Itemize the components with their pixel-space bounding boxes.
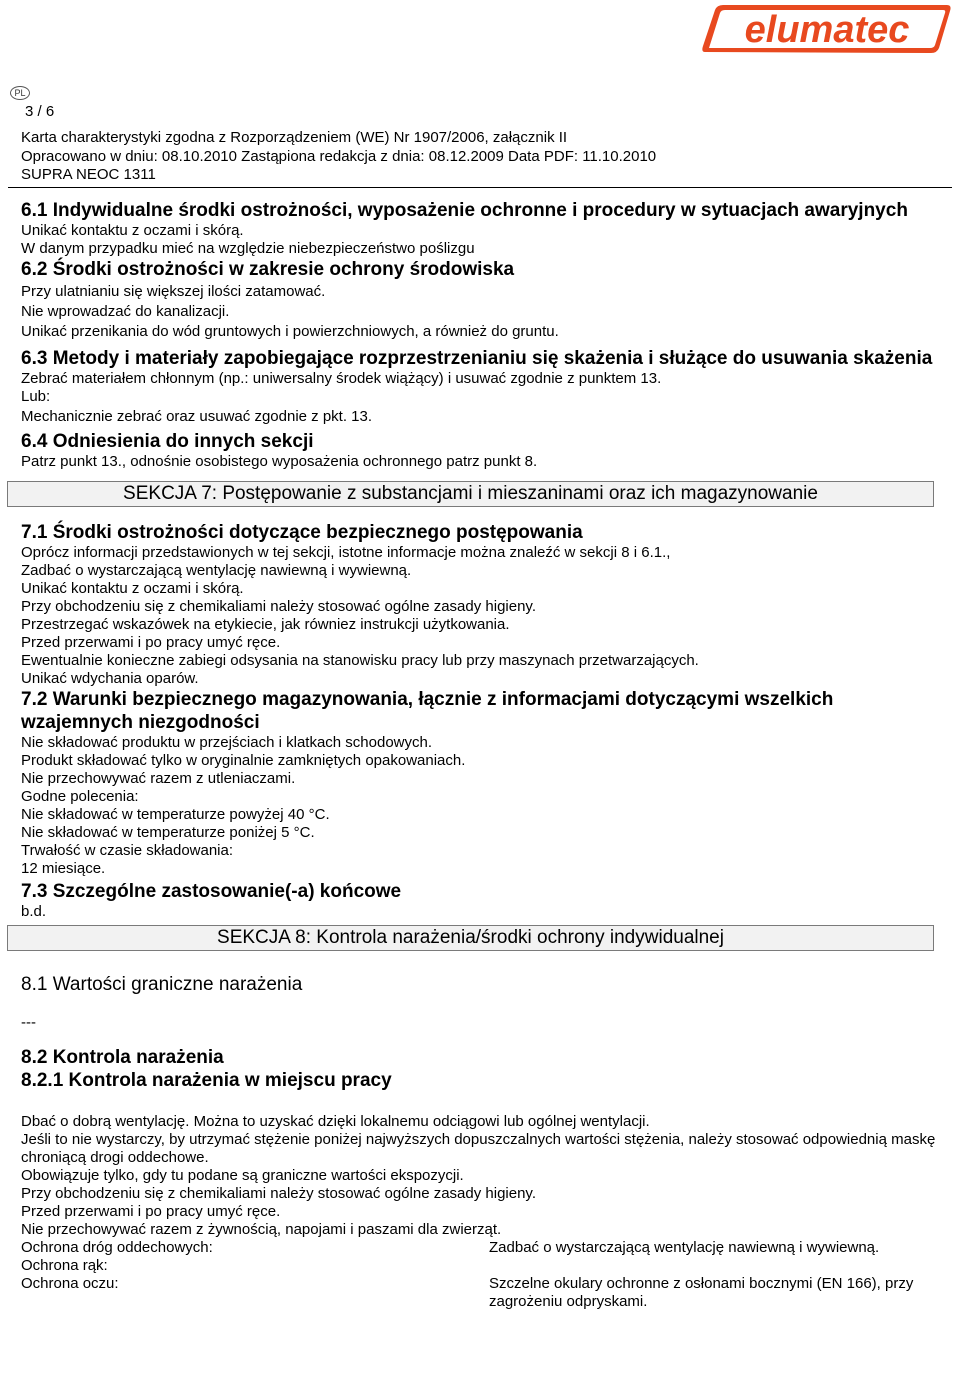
- protection-label: Ochrona rąk:: [21, 1257, 108, 1274]
- language-badge: PL: [10, 86, 30, 100]
- s7-2-line: Nie przechowywać razem z utleniaczami.: [21, 770, 296, 787]
- s7-2-line: Nie składować w temperaturze powyżej 40 °C.: [21, 806, 330, 823]
- s6-3-line: Lub:: [21, 388, 51, 405]
- s6-4-line: Patrz punkt 13., odnośnie osobistego wyposażenia ochronnego patrz punkt 8.: [21, 453, 538, 470]
- header-dates: Opracowano w dniu: 08.10.2010 Zastąpiona redakcja z dnia: 08.12.2009 Data PDF: 11.10.2010: [21, 148, 657, 165]
- s6-3-line: Mechanicznie zebrać oraz usuwać zgodnie z pkt. 13.: [21, 408, 373, 425]
- s8-2-1-line: Jeśli to nie wystarczy, by utrzymać stężenie poniżej najwyższych dopuszczalnych wartości stężenia, należy stosować odpowiednią maskę chroniącą drogi oddechowe.: [21, 1131, 936, 1166]
- section-6-2-title: 6.2 Środki ostrożności w zakresie ochrony środowiska: [21, 259, 515, 280]
- s7-3-line: b.d.: [21, 903, 47, 920]
- s6-3-line: Zebrać materiałem chłonnym (np.: uniwersalny środek wiążący) i usuwać zgodnie z punktem 13.: [21, 370, 662, 387]
- header-regulation: Karta charakterystyki zgodna z Rozporządzeniem (WE) Nr 1907/2006, załącznik II: [21, 129, 568, 146]
- protection-label: Ochrona dróg oddechowych:: [21, 1239, 213, 1256]
- page-number: 3 / 6: [25, 103, 55, 120]
- s7-1-line: Oprócz informacji przedstawionych w tej sekcji, istotne informacje można znaleźć w sekcji 8 i 6.1.,: [21, 544, 671, 561]
- s7-1-line: Przed przerwami i po pracy umyć ręce.: [21, 634, 281, 651]
- document-body: [21, 199, 946, 1311]
- section-7-header: SEKCJA 7: Postępowanie z substancjami i mieszaninami oraz ich magazynowanie: [7, 481, 934, 507]
- s7-2-line: Produkt składować tylko w oryginalnie zamkniętych opakowaniach.: [21, 752, 466, 769]
- s6-2-line: Nie wprowadzać do kanalizacji.: [21, 303, 230, 320]
- s8-1-value: ---: [21, 1014, 36, 1031]
- protection-value: [489, 1257, 944, 1275]
- section-8-1-title: 8.1 Wartości graniczne narażenia: [21, 974, 303, 995]
- protection-row: [21, 1257, 946, 1275]
- header-product-name: SUPRA NEOC 1311: [21, 166, 156, 183]
- s8-2-1-line: Przed przerwami i po pracy umyć ręce.: [21, 1203, 281, 1220]
- s7-1-line: Zadbać o wystarczającą wentylację nawiewną i wywiewną.: [21, 562, 412, 579]
- section-6-3-title: 6.3 Metody i materiały zapobiegające rozprzestrzenianiu się skażenia i służące do usuwania skażenia: [21, 348, 933, 369]
- section-8-2-title: 8.2 Kontrola narażenia: [21, 1047, 224, 1068]
- section-6-1-title: 6.1 Indywidualne środki ostrożności, wyposażenie ochronne i procedury w sytuacjach awaryjnych: [21, 200, 908, 221]
- elumatec-logo: [699, 2, 954, 56]
- s8-2-1-line: Obowiązuje tylko, gdy tu podane są graniczne wartości ekspozycji.: [21, 1167, 464, 1184]
- s7-1-line: Przestrzegać wskazówek na etykiecie, jak równiez instrukcji użytkowania.: [21, 616, 510, 633]
- protection-row: [21, 1239, 946, 1257]
- header-divider: [8, 187, 952, 188]
- protection-row: [21, 1275, 946, 1311]
- s7-1-line: Ewentualnie konieczne zabiegi odsysania na stanowisku pracy lub przy maszynach przetwarzających.: [21, 652, 699, 669]
- section-6-4-title: 6.4 Odniesienia do innych sekcji: [21, 431, 314, 452]
- section-7-2-title: 7.2 Warunki bezpiecznego magazynowania, łącznie z informacjami dotyczącymi wszelkich wzajemnych niezgodności: [21, 689, 834, 733]
- s7-2-line: Nie składować w temperaturze poniżej 5 °C.: [21, 824, 315, 841]
- s7-1-line: Przy obchodzeniu się z chemikaliami należy stosować ogólne zasady higieny.: [21, 598, 536, 615]
- s7-1-line: Unikać wdychania oparów.: [21, 670, 199, 687]
- s6-1-line: W danym przypadku mieć na względzie niebezpieczeństwo poślizgu: [21, 240, 475, 257]
- s6-2-line: Unikać przenikania do wód gruntowych i powierzchniowych, a również do gruntu.: [21, 323, 559, 340]
- s8-2-1-line: Przy obchodzeniu się z chemikaliami należy stosować ogólne zasady higieny.: [21, 1185, 536, 1202]
- s7-2-line: 12 miesiące.: [21, 860, 106, 877]
- s8-2-1-line: Nie przechowywać razem z żywnością, napojami i paszami dla zwierząt.: [21, 1221, 502, 1238]
- s7-2-line: Nie składować produktu w przejściach i klatkach schodowych.: [21, 734, 433, 751]
- section-7-1-title: 7.1 Środki ostrożności dotyczące bezpiecznego postępowania: [21, 522, 583, 543]
- protection-value: Szczelne okulary ochronne z osłonami bocznymi (EN 166), przy zagrożeniu odpryskami.: [489, 1275, 914, 1310]
- s6-1-line: Unikać kontaktu z oczami i skórą.: [21, 222, 244, 239]
- s8-2-1-line: Dbać o dobrą wentylację. Można to uzyskać dzięki lokalnemu odciągowi lub ogólnej wentylacji.: [21, 1113, 650, 1130]
- s7-2-line: Trwałość w czasie składowania:: [21, 842, 234, 859]
- s7-1-line: Unikać kontaktu z oczami i skórą.: [21, 580, 244, 597]
- section-7-3-title: 7.3 Szczególne zastosowanie(-a) końcowe: [21, 881, 402, 902]
- section-8-2-1-title: 8.2.1 Kontrola narażenia w miejscu pracy: [21, 1070, 392, 1091]
- protection-value: Zadbać o wystarczającą wentylację nawiewną i wywiewną.: [489, 1239, 880, 1256]
- s7-2-line: Godne polecenia:: [21, 788, 139, 805]
- section-8-header: SEKCJA 8: Kontrola narażenia/środki ochrony indywidualnej: [7, 925, 934, 951]
- svg-text:elumatec: elumatec: [744, 9, 910, 51]
- protection-label: Ochrona oczu:: [21, 1275, 119, 1292]
- s6-2-line: Przy ulatnianiu się większej ilości zatamować.: [21, 283, 326, 300]
